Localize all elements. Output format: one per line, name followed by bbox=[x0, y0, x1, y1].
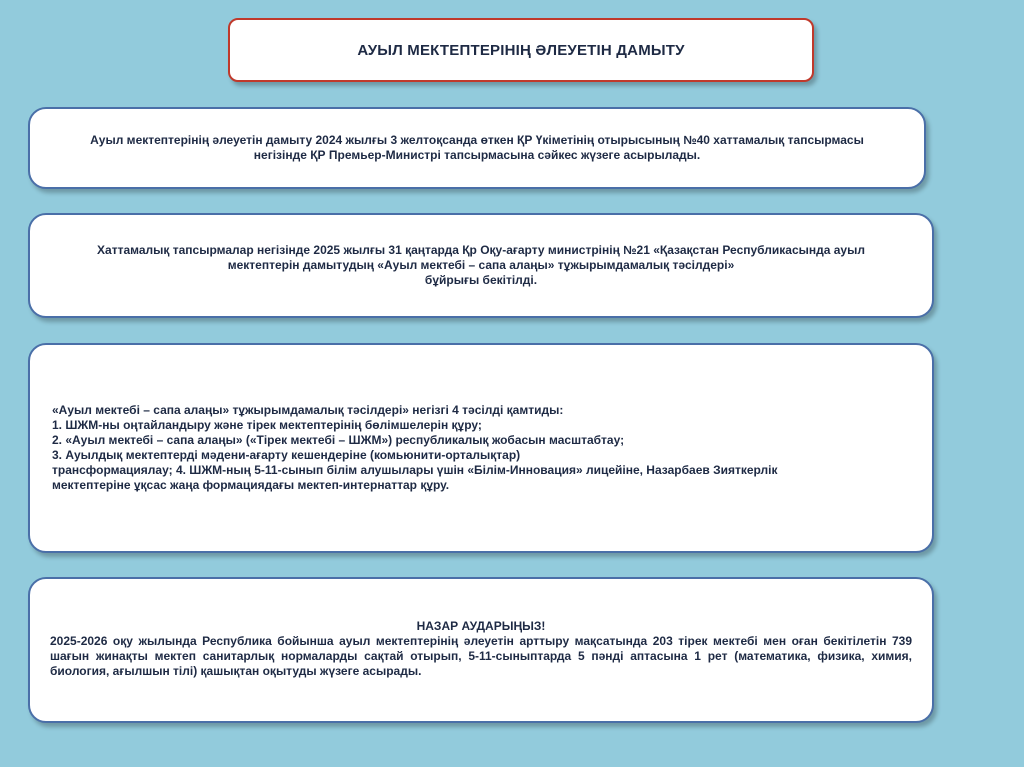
text-line: бұйрығы бекітілді. bbox=[424, 273, 538, 287]
page-title-box bbox=[228, 18, 814, 82]
info-block-approaches bbox=[28, 343, 934, 553]
info-block-order bbox=[28, 213, 934, 318]
page-title: АУЫЛ МЕКТЕПТЕРІНІҢ ӘЛЕУЕТІН ДАМЫТУ bbox=[357, 41, 685, 59]
list-item: 1. ШЖМ-ны оңтайландыру және тірек мектептерінің бөлімшелерін құру; bbox=[52, 418, 482, 432]
list-item: 2. «Ауыл мектебі – сапа алаңы» («Тірек мектебі – ШЖМ») республикалық жобасын масштабтау; bbox=[52, 433, 625, 447]
notice-heading: НАЗАР АУДАРЫҢЫЗ! bbox=[416, 619, 546, 633]
approaches-intro: «Ауыл мектебі – сапа алаңы» тұжырымдамалық тәсілдері» негізгі 4 тәсілді қамтиды: bbox=[52, 403, 564, 417]
info-block-notice bbox=[28, 577, 934, 723]
list-item: 3. Ауылдық мектептерді мәдени-ағарту кешендеріне (комьюнити-орталықтар) bbox=[52, 448, 521, 462]
info-block-resolution bbox=[28, 107, 926, 189]
notice-body: 2025-2026 оқу жылында Республика бойынша ауыл мектептерінің әлеуетін арттыру мақсатында 203 тірек мектебі мен оған бекітілетін 739 шағын жинақты мектеп санитарлық нормаларды сақтай отырып, 5-11-сыныптарда 5 пәнді аптасына 1 рет (математика, физика, химия, биология, ағылшын тілі) қашықтан оқытуды жүзеге асырады. bbox=[50, 634, 912, 678]
text-line: негізінде ҚР Премьер-Министрі тапсырмасына сәйкес жүзеге асырылады. bbox=[253, 148, 701, 162]
info-block-resolution-text bbox=[90, 133, 864, 163]
list-item: трансформациялау; 4. ШЖМ-ның 5-11-сынып білім алушылары үшін «Білім-Инновация» лицейіне, Назарбаев Зияткерлік bbox=[52, 463, 778, 477]
text-line: мектептерін дамытудың «Ауыл мектебі – сапа алаңы» тұжырымдамалық тәсілдері» bbox=[227, 258, 735, 272]
approaches-list bbox=[52, 403, 778, 493]
text-line: Ауыл мектептерінің әлеуетін дамыту 2024 жылғы 3 желтоқсанда өткен ҚР Үкіметінің отырысының №40 хаттамалық тапсырмасы bbox=[90, 133, 864, 147]
info-block-order-text bbox=[97, 243, 865, 288]
list-item: мектептеріне ұқсас жаңа формациядағы мектеп-интернаттар құру. bbox=[52, 478, 450, 492]
text-line: Хаттамалық тапсырмалар негізінде 2025 жылғы 31 қаңтарда Қр Оқу-ағарту министрінің №21 «Қазақстан Республикасында ауыл bbox=[97, 243, 865, 257]
